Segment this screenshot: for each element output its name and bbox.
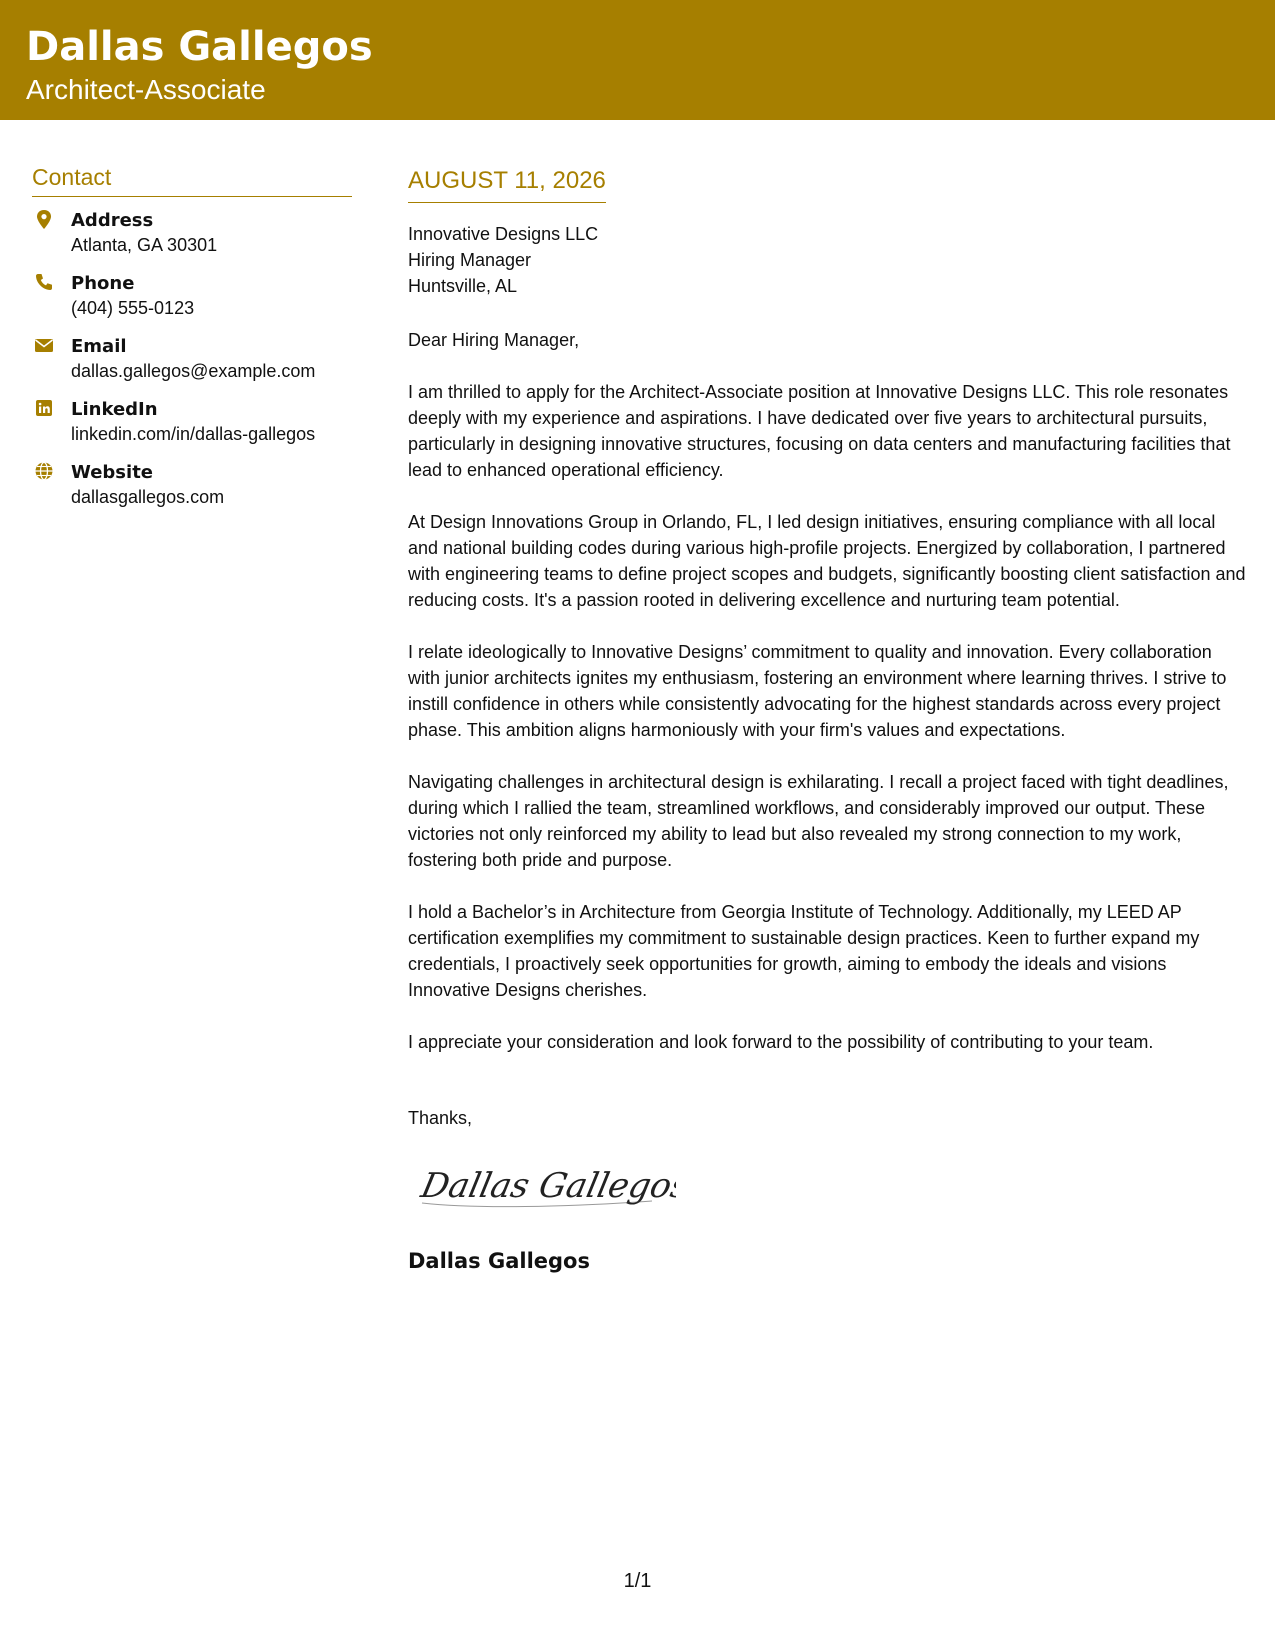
paragraph-4: Navigating challenges in architectural design is exhilarating. I recall a project faced with tight deadlines, during which I rallied the team, streamlined workflows, and considerably improved our output. These victories not only reinforced my ability to lead but also revealed my strong connection to my work, fostering both pride and purpose. (408, 772, 1229, 870)
contact-value[interactable]: linkedin.com/in/dallas-gallegos (71, 424, 316, 444)
page-number: 1/1 (623, 1570, 652, 1592)
contact-value[interactable]: dallas.gallegos@example.com (71, 361, 316, 381)
paragraph-5: I hold a Bachelor’s in Architecture from Georgia Institute of Technology. Additionally, my LEED AP certification exemplifies my commitment to sustainable design practices. Keen to further expand my credentials, I proactively seek opportunities for growth, aiming to embody the ideals and visions Innovative Designs cherishes. (408, 902, 1200, 1000)
contact-label: LinkedIn (71, 399, 158, 420)
contact-section-title: Contact (32, 162, 352, 197)
contact-label: Website (71, 462, 154, 483)
paragraph-1: I am thrilled to apply for the Architect-Associate position at Innovative Designs LLC. This role resonates deeply with my experience and aspirations. I have dedicated over five years to architectural pursuits, particularly in designing innovative structures, focusing on data centers and manufacturing facilities that lead to enhanced operational efficiency. (408, 382, 1231, 480)
paragraph-2: At Design Innovations Group in Orlando, FL, I led design initiatives, ensuring compliance with all local and national building codes during various high-profile projects. Energized by collaboration, I partnered with engineering teams to define project scopes and budgets, significantly boosting client satisfaction and reducing costs. It's a passion rooted in delivering excellence and nurturing team potential. (408, 512, 1246, 610)
contact-item-website (32, 461, 352, 524)
contact-label: Phone (71, 273, 135, 294)
applicant-name: Dallas Gallegos (26, 24, 373, 70)
letter-date: AUGUST 11, 2026 (408, 165, 606, 203)
contact-value: Atlanta, GA 30301 (71, 235, 218, 255)
globe-icon (34, 461, 54, 483)
greeting: Dear Hiring Manager, (408, 330, 580, 350)
envelope-icon (34, 335, 54, 357)
contact-value: (404) 555-0123 (71, 298, 195, 318)
contact-item-email (32, 335, 352, 398)
phone-icon (34, 272, 54, 294)
recipient-block (408, 221, 1248, 299)
recipient-company: Innovative Designs LLC (408, 224, 599, 244)
signature-text: Dallas Gallegos (417, 1166, 676, 1206)
contact-sidebar (32, 162, 352, 524)
signature-image (416, 1157, 676, 1215)
contact-list (32, 209, 352, 524)
header-banner (0, 0, 1275, 120)
contact-item-linkedin (32, 398, 352, 461)
paragraph-6: I appreciate your consideration and look forward to the possibility of contributing to your team. (408, 1032, 1154, 1052)
contact-label: Address (71, 210, 154, 231)
contact-label: Email (71, 336, 127, 357)
recipient-location: Huntsville, AL (408, 276, 518, 296)
contact-item-phone (32, 272, 352, 335)
closing: Thanks, (408, 1108, 473, 1128)
contact-item-address (32, 209, 352, 272)
contact-value[interactable]: dallasgallegos.com (71, 487, 225, 507)
linkedin-icon (34, 398, 54, 420)
map-pin-icon (34, 209, 54, 231)
signer-name: Dallas Gallegos (408, 1249, 590, 1273)
recipient-role: Hiring Manager (408, 250, 532, 270)
paragraph-3: I relate ideologically to Innovative Designs’ commitment to quality and innovation. Every collaboration with junior architects ignites my enthusiasm, fostering an environment where learning thrives. I strive to instill confidence in others while consistently advocating for the highest standards across every project phase. This ambition aligns harmoniously with your firm's values and expectations. (408, 642, 1227, 740)
applicant-title: Architect-Associate (26, 74, 266, 105)
letter-body (408, 165, 1248, 1275)
